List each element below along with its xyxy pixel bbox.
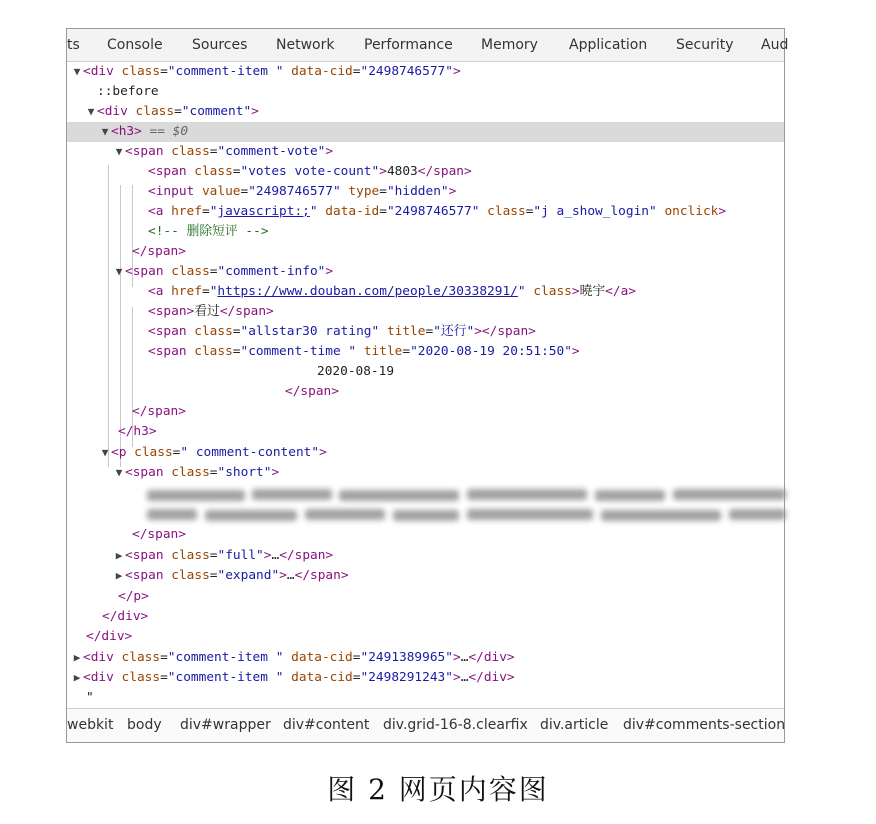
tree-node-expand[interactable]: ▶ <span class="expand">…</span> (67, 566, 784, 586)
tree-node-close-div[interactable]: </div> (86, 629, 133, 644)
tab-security[interactable]: Security (676, 37, 734, 53)
breadcrumb-item[interactable]: div.article (540, 717, 609, 733)
tab-application[interactable]: Application (569, 37, 648, 53)
breadcrumb-item[interactable]: div.grid-16-8.clearfix (383, 717, 528, 733)
tree-node-comment-content[interactable]: ▼ <p class=" comment-content"> (67, 443, 784, 463)
tree-node-rating[interactable]: <span class="allstar30 rating" title="还行"></span> (148, 324, 536, 339)
figure-caption: 图 2 网页内容图 (327, 773, 549, 806)
expand-triangle-icon[interactable]: ▼ (101, 446, 109, 459)
tree-node-user-link[interactable]: <a href="https://www.douban.com/people/30338291/" class>曉宇</a> (148, 284, 636, 299)
tree-node-comment-vote[interactable]: ▼ <span class="comment-vote"> (67, 142, 784, 162)
tab-network[interactable]: Network (276, 37, 335, 53)
tree-node-pseudo-before[interactable]: ::before (97, 84, 159, 99)
tree-node-close-div[interactable]: </div> (102, 609, 149, 624)
breadcrumb-item[interactable]: div#wrapper (180, 717, 271, 733)
tree-node-input[interactable]: <input value="2498746577" type="hidden"> (148, 184, 457, 199)
collapsed-triangle-icon[interactable]: ▶ (115, 569, 123, 582)
tree-node-time-text[interactable]: 2020-08-19 (317, 364, 395, 379)
collapsed-triangle-icon[interactable]: ▶ (115, 549, 123, 562)
tree-node-seen[interactable]: <span>看过</span> (148, 304, 274, 319)
tree-node-comment-item-2[interactable]: ▶ <div class="comment-item " data-cid="2491389965">…</div> (67, 648, 784, 668)
elements-tree (67, 62, 784, 710)
devtools-tab-bar (67, 29, 789, 62)
tab-memory[interactable]: Memory (481, 37, 538, 53)
expand-triangle-icon[interactable]: ▼ (73, 65, 81, 78)
tab-audits[interactable]: Aud (761, 37, 789, 53)
tree-node-comment[interactable]: ▼ <div class="comment"> (67, 102, 784, 122)
tree-node-close-h3[interactable]: </h3> (118, 424, 157, 439)
tree-node-close-span[interactable]: </span> (132, 404, 186, 419)
breadcrumb-item[interactable]: div#comments-section (623, 717, 786, 733)
tab-sources[interactable]: Sources (192, 37, 248, 53)
breadcrumb-item[interactable]: div#content (283, 717, 370, 733)
tree-node-h3-selected[interactable]: ▼ <h3> == $0 (67, 122, 784, 142)
tree-node-html-comment[interactable]: <!-- 删除短评 --> (148, 224, 269, 239)
tree-node-close-p[interactable]: </p> (118, 589, 149, 604)
expand-triangle-icon[interactable]: ▼ (115, 466, 123, 479)
tree-node-comment-info[interactable]: ▼ <span class="comment-info"> (67, 262, 784, 282)
tree-node-close-span[interactable]: </span> (132, 527, 186, 542)
tree-node-text-quote[interactable]: " (86, 690, 94, 705)
breadcrumb (67, 708, 784, 742)
tree-node-comment-time[interactable]: <span class="comment-time " title="2020-08-19 20:51:50"> (148, 344, 580, 359)
tab-console[interactable]: Console (107, 37, 163, 53)
tree-node-votes[interactable]: <span class="votes vote-count">4803</span> (148, 164, 472, 179)
tab-elements[interactable]: ts (67, 37, 80, 53)
devtools-panel (66, 28, 789, 743)
tree-node-comment-item-3[interactable]: ▶ <div class="comment-item " data-cid="2498291243">…</div> (67, 668, 784, 688)
expand-triangle-icon[interactable]: ▼ (115, 145, 123, 158)
tree-node-comment-item[interactable]: ▼ <div class="comment-item " data-cid="2498746577"> (67, 62, 784, 82)
tree-node-close-span[interactable]: </span> (132, 244, 186, 259)
expand-triangle-icon[interactable]: ▼ (87, 105, 95, 118)
expand-triangle-icon[interactable]: ▼ (101, 125, 109, 138)
collapsed-triangle-icon[interactable]: ▶ (73, 671, 81, 684)
tree-node-close-span[interactable]: </span> (285, 384, 339, 399)
tab-performance[interactable]: Performance (364, 37, 453, 53)
breadcrumb-item[interactable]: webkit (67, 717, 114, 733)
breadcrumb-item[interactable]: body (127, 717, 162, 733)
collapsed-triangle-icon[interactable]: ▶ (73, 651, 81, 664)
tree-node-login-link[interactable]: <a href="javascript:;" data-id="2498746577" class="j a_show_login" onclick> (148, 204, 727, 219)
tree-node-full[interactable]: ▶ <span class="full">…</span> (67, 546, 784, 566)
expand-triangle-icon[interactable]: ▼ (115, 265, 123, 278)
tree-node-short[interactable]: ▼ <span class="short"> (67, 463, 784, 483)
